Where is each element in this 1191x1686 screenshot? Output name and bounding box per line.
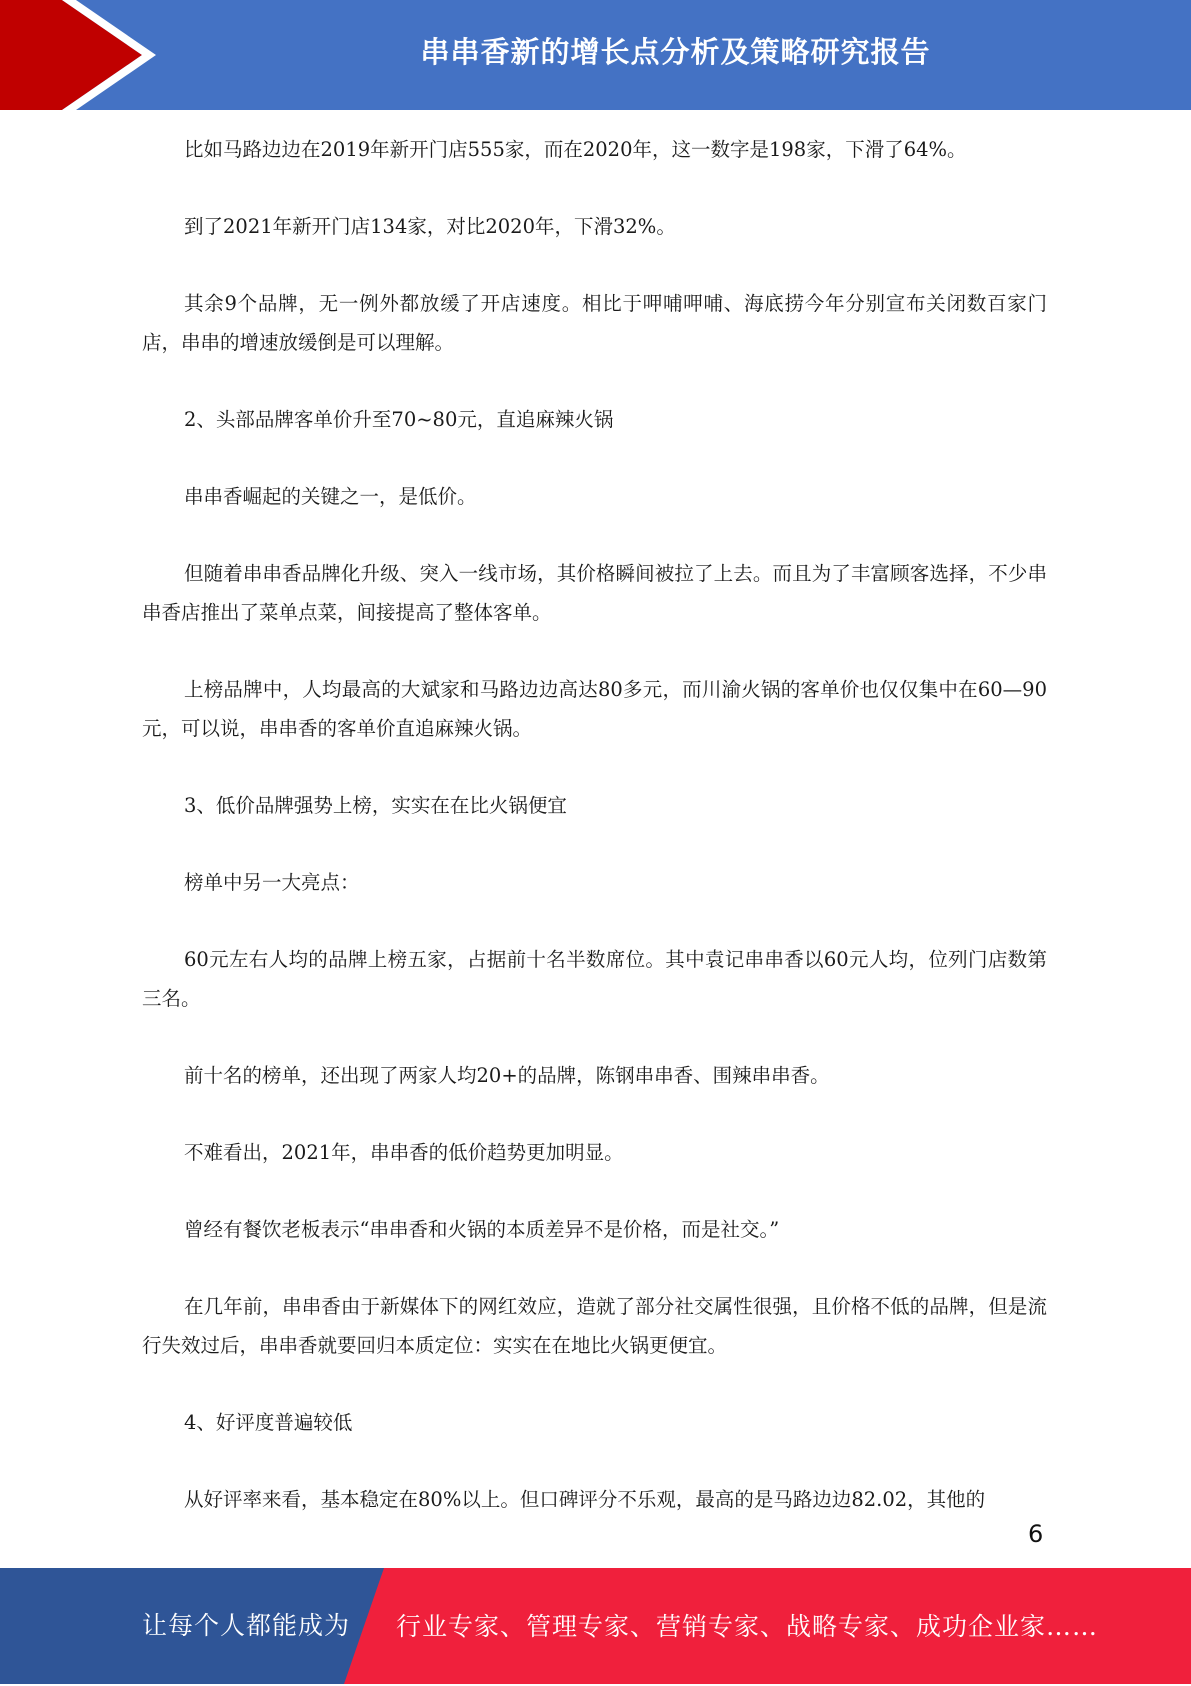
page-footer: [0, 1568, 1191, 1684]
paragraph: 榜单中另一大亮点：: [184, 871, 360, 894]
paragraph: 在几年前，串串香由于新媒体下的网红效应，造就了部分社交属性很强，且价格不低的品牌，但是流行失效过后，串串香就要回归本质定位：实实在在地比火锅更便宜。: [142, 1295, 1047, 1357]
paragraph: 曾经有餐饮老板表示“串串香和火锅的本质差异不是价格，而是社交。”: [184, 1218, 780, 1241]
section-heading: 2、头部品牌客单价升至70~80元，直追麻辣火锅: [184, 408, 614, 431]
paragraph: 不难看出，2021年，串串香的低价趋势更加明显。: [184, 1141, 624, 1164]
footer-slogan-right: 行业专家、管理专家、营销专家、战略专家、成功企业家……: [396, 1612, 1099, 1641]
paragraph: 从好评率来看，基本稳定在80%以上。但口碑评分不乐观，最高的是马路边边82.02，其他的: [184, 1488, 986, 1511]
page-number: 6: [1028, 1520, 1044, 1548]
paragraph: 上榜品牌中，人均最高的大斌家和马路边边高达80多元，而川渝火锅的客单价也仅仅集中在60—90元，可以说，串串香的客单价直追麻辣火锅。: [142, 678, 1047, 740]
document-body: [142, 130, 1047, 1557]
paragraph: 前十名的榜单，还出现了两家人均20+的品牌，陈钢串串香、围辣串串香。: [184, 1064, 830, 1087]
section-heading: 3、低价品牌强势上榜，实实在在比火锅便宜: [184, 794, 567, 817]
page-header: [0, 0, 1191, 110]
paragraph: 比如马路边边在2019年新开门店555家，而在2020年，这一数字是198家，下滑了64%。: [184, 138, 967, 161]
paragraph: 其余9个品牌，无一例外都放缓了开店速度。相比于呷哺呷哺、海底捞今年分别宣布关闭数百家门店，串串的增速放缓倒是可以理解。: [142, 292, 1047, 354]
paragraph: 到了2021年新开门店134家，对比2020年，下滑32%。: [184, 215, 676, 238]
paragraph: 60元左右人均的品牌上榜五家，占据前十名半数席位。其中袁记串串香以60元人均，位列门店数第三名。: [142, 948, 1047, 1010]
footer-slogan-left: 让每个人都能成为: [142, 1611, 351, 1640]
section-heading: 4、好评度普遍较低: [184, 1411, 353, 1434]
paragraph: 串串香崛起的关键之一，是低价。: [184, 485, 477, 508]
document-title: 串串香新的增长点分析及策略研究报告: [420, 35, 931, 69]
chevron-arrow-icon: [0, 0, 160, 110]
paragraph: 但随着串串香品牌化升级、突入一线市场，其价格瞬间被拉了上去。而且为了丰富顾客选择，不少串串香店推出了菜单点菜，间接提高了整体客单。: [142, 562, 1047, 624]
